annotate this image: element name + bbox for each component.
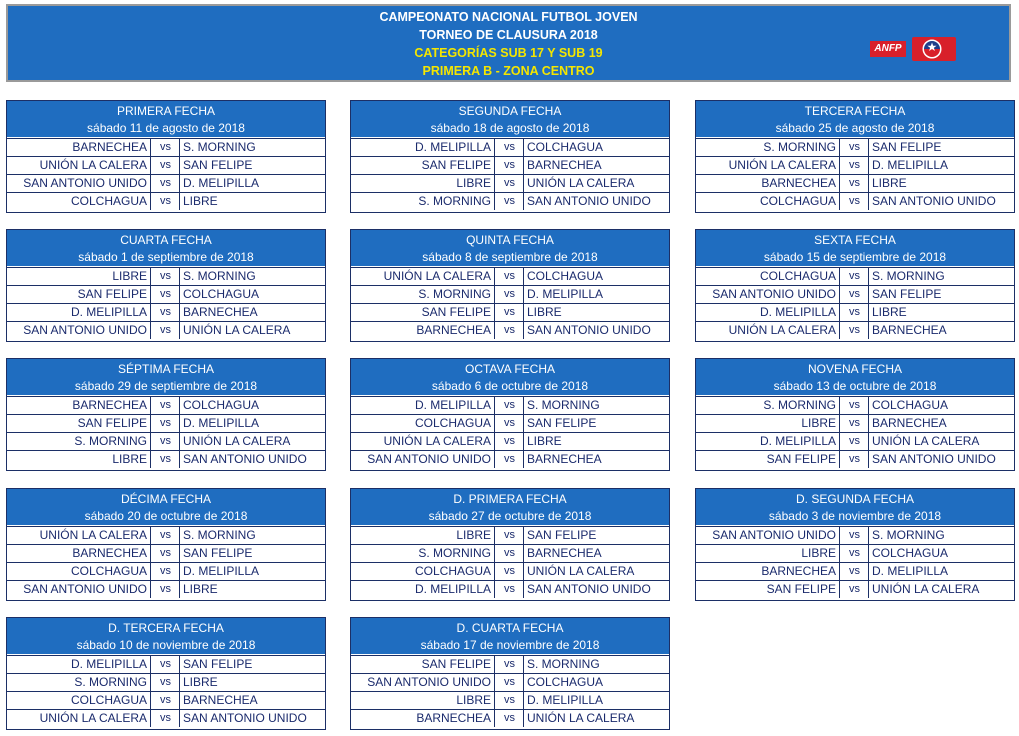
home-team: UNIÓN LA CALERA: [696, 322, 840, 339]
home-team: COLCHAGUA: [696, 193, 840, 210]
away-team: S. MORNING: [872, 269, 945, 283]
away-team: D. MELIPILLA: [183, 176, 260, 190]
vs-label: vs: [841, 563, 869, 580]
home-team: S. MORNING: [696, 139, 840, 156]
match-row: [351, 192, 669, 210]
match-row: [351, 138, 669, 156]
fecha-header: [351, 230, 669, 266]
away-team: SAN ANTONIO UNIDO: [527, 194, 651, 208]
vs-label: vs: [496, 563, 524, 580]
match-row: [351, 580, 669, 598]
home-team: D. MELIPILLA: [351, 397, 495, 414]
home-team: D. MELIPILLA: [7, 656, 151, 673]
home-team: UNIÓN LA CALERA: [7, 527, 151, 544]
away-team: COLCHAGUA: [872, 546, 949, 560]
vs-label: vs: [496, 268, 524, 285]
vs-label: vs: [841, 581, 869, 598]
vs-label: vs: [152, 415, 180, 432]
vs-label: vs: [841, 415, 869, 432]
fecha-block: [695, 229, 1015, 342]
vs-label: vs: [841, 451, 869, 468]
vs-label: vs: [152, 286, 180, 303]
match-row: [7, 432, 325, 450]
vs-label: vs: [841, 175, 869, 192]
home-team: COLCHAGUA: [7, 563, 151, 580]
fecha-date: sábado 11 de agosto de 2018: [87, 121, 245, 135]
match-row: [351, 450, 669, 468]
match-row: [7, 450, 325, 468]
match-row: [696, 303, 1014, 321]
home-team: S. MORNING: [7, 433, 151, 450]
fecha-title: NOVENA FECHA: [807, 362, 903, 376]
fecha-header: [351, 101, 669, 137]
home-team: LIBRE: [696, 545, 840, 562]
fecha-date: sábado 10 de noviembre de 2018: [76, 638, 256, 652]
away-team: D. MELIPILLA: [527, 693, 604, 707]
fecha-title: SEGUNDA FECHA: [458, 104, 562, 118]
home-team: BARNECHEA: [351, 710, 495, 727]
vs-label: vs: [496, 157, 524, 174]
match-row: [351, 655, 669, 673]
away-team: SAN FELIPE: [183, 657, 253, 671]
match-row: [7, 285, 325, 303]
fecha-title: TERCERA FECHA: [804, 104, 906, 118]
vs-label: vs: [152, 563, 180, 580]
fecha-block: [6, 100, 326, 213]
vs-label: vs: [152, 545, 180, 562]
match-row: [7, 655, 325, 673]
away-team: LIBRE: [527, 434, 562, 448]
fecha-title: D. PRIMERA FECHA: [453, 492, 567, 506]
vs-label: vs: [496, 286, 524, 303]
vs-label: vs: [152, 581, 180, 598]
match-row: [696, 414, 1014, 432]
vs-label: vs: [496, 139, 524, 156]
match-row: [696, 432, 1014, 450]
championship-title: CAMPEONATO NACIONAL FUTBOL JOVEN: [379, 10, 638, 24]
vs-label: vs: [152, 193, 180, 210]
vs-label: vs: [496, 304, 524, 321]
fecha-header: [696, 230, 1014, 266]
fecha-date: sábado 29 de septiembre de 2018: [74, 379, 258, 393]
away-team: UNIÓN LA CALERA: [183, 434, 291, 448]
vs-label: vs: [841, 397, 869, 414]
vs-label: vs: [841, 286, 869, 303]
home-team: SAN ANTONIO UNIDO: [351, 674, 495, 691]
fecha-date: sábado 20 de octubre de 2018: [84, 509, 248, 523]
away-team: UNIÓN LA CALERA: [872, 582, 980, 596]
away-team: BARNECHEA: [527, 546, 602, 560]
match-row: [7, 673, 325, 691]
fecha-block: [695, 488, 1015, 601]
match-row: [696, 321, 1014, 339]
match-row: [7, 544, 325, 562]
fecha-date: sábado 18 de agosto de 2018: [430, 121, 590, 135]
fecha-block: [6, 358, 326, 471]
away-team: SAN ANTONIO UNIDO: [183, 711, 307, 725]
match-row: [351, 691, 669, 709]
vs-label: vs: [496, 451, 524, 468]
away-team: BARNECHEA: [527, 452, 602, 466]
home-team: UNIÓN LA CALERA: [7, 710, 151, 727]
match-row: [7, 526, 325, 544]
fecha-title: D. TERCERA FECHA: [108, 621, 224, 635]
fecha-block: [350, 488, 670, 601]
away-team: BARNECHEA: [872, 323, 947, 337]
vs-label: vs: [496, 397, 524, 414]
home-team: SAN ANTONIO UNIDO: [7, 175, 151, 192]
fecha-block: [6, 617, 326, 730]
home-team: SAN ANTONIO UNIDO: [7, 322, 151, 339]
fecha-block: [695, 100, 1015, 213]
match-row: [351, 174, 669, 192]
fecha-title: CUARTA FECHA: [120, 233, 212, 247]
home-team: COLCHAGUA: [7, 692, 151, 709]
match-row: [7, 192, 325, 210]
fecha-title: OCTAVA FECHA: [464, 362, 555, 376]
away-team: S. MORNING: [183, 140, 256, 154]
anfp-logo: [870, 36, 960, 62]
away-team: SAN ANTONIO UNIDO: [183, 452, 307, 466]
match-row: [351, 267, 669, 285]
fecha-header: [351, 618, 669, 654]
away-team: S. MORNING: [183, 528, 256, 542]
away-team: COLCHAGUA: [527, 140, 604, 154]
away-team: D. MELIPILLA: [183, 564, 260, 578]
fecha-header: [351, 489, 669, 525]
fecha-block: [350, 229, 670, 342]
vs-label: vs: [152, 157, 180, 174]
away-team: D. MELIPILLA: [183, 416, 260, 430]
vs-label: vs: [496, 415, 524, 432]
match-row: [7, 138, 325, 156]
vs-label: vs: [841, 157, 869, 174]
away-team: SAN ANTONIO UNIDO: [527, 582, 651, 596]
fecha-block: [695, 358, 1015, 471]
fecha-date: sábado 25 de agosto de 2018: [775, 121, 935, 135]
away-team: S. MORNING: [872, 528, 945, 542]
home-team: BARNECHEA: [7, 545, 151, 562]
home-team: UNIÓN LA CALERA: [7, 157, 151, 174]
match-row: [7, 691, 325, 709]
vs-label: vs: [152, 451, 180, 468]
home-team: LIBRE: [351, 175, 495, 192]
vs-label: vs: [841, 545, 869, 562]
fecha-title: PRIMERA FECHA: [116, 104, 215, 118]
away-team: SAN ANTONIO UNIDO: [527, 323, 651, 337]
fecha-block: [6, 488, 326, 601]
away-team: UNIÓN LA CALERA: [872, 434, 980, 448]
fecha-header: [7, 230, 325, 266]
home-team: BARNECHEA: [7, 139, 151, 156]
fecha-block: [350, 358, 670, 471]
match-row: [696, 544, 1014, 562]
home-team: D. MELIPILLA: [351, 139, 495, 156]
match-row: [696, 580, 1014, 598]
away-team: SAN ANTONIO UNIDO: [872, 194, 996, 208]
vs-label: vs: [152, 397, 180, 414]
home-team: S. MORNING: [696, 397, 840, 414]
fecha-header: [696, 101, 1014, 137]
away-team: LIBRE: [183, 582, 218, 596]
home-team: BARNECHEA: [696, 175, 840, 192]
vs-label: vs: [841, 268, 869, 285]
match-row: [7, 709, 325, 727]
home-team: S. MORNING: [351, 193, 495, 210]
fecha-date: sábado 17 de noviembre de 2018: [420, 638, 600, 652]
away-team: LIBRE: [527, 305, 562, 319]
match-row: [7, 156, 325, 174]
vs-label: vs: [152, 656, 180, 673]
fecha-date: sábado 8 de septiembre de 2018: [422, 250, 598, 264]
fecha-date: sábado 27 de octubre de 2018: [428, 509, 592, 523]
match-row: [696, 396, 1014, 414]
away-team: D. MELIPILLA: [527, 287, 604, 301]
vs-label: vs: [152, 268, 180, 285]
home-team: COLCHAGUA: [351, 563, 495, 580]
match-row: [696, 267, 1014, 285]
home-team: S. MORNING: [7, 674, 151, 691]
fecha-block: [350, 100, 670, 213]
match-row: [696, 138, 1014, 156]
away-team: COLCHAGUA: [527, 675, 604, 689]
home-team: D. MELIPILLA: [351, 581, 495, 598]
home-team: SAN ANTONIO UNIDO: [351, 451, 495, 468]
vs-label: vs: [152, 710, 180, 727]
away-team: SAN FELIPE: [527, 528, 597, 542]
fecha-block: [350, 617, 670, 730]
vs-label: vs: [152, 527, 180, 544]
home-team: D. MELIPILLA: [696, 304, 840, 321]
home-team: D. MELIPILLA: [696, 433, 840, 450]
fecha-title: DÉCIMA FECHA: [120, 492, 211, 506]
vs-label: vs: [152, 175, 180, 192]
home-team: SAN FELIPE: [696, 451, 840, 468]
fecha-title: SEXTA FECHA: [814, 233, 896, 247]
away-team: UNIÓN LA CALERA: [527, 711, 635, 725]
categories-title: CATEGORÍAS SUB 17 Y SUB 19: [414, 46, 603, 60]
match-row: [351, 285, 669, 303]
match-row: [351, 156, 669, 174]
match-row: [696, 526, 1014, 544]
fecha-title: SÉPTIMA FECHA: [117, 362, 215, 376]
home-team: BARNECHEA: [7, 397, 151, 414]
home-team: SAN FELIPE: [351, 157, 495, 174]
home-team: UNIÓN LA CALERA: [351, 268, 495, 285]
vs-label: vs: [841, 139, 869, 156]
home-team: SAN FELIPE: [351, 304, 495, 321]
fecha-date: sábado 15 de septiembre de 2018: [763, 250, 947, 264]
fecha-date: sábado 1 de septiembre de 2018: [78, 250, 254, 264]
match-row: [696, 450, 1014, 468]
vs-label: vs: [496, 193, 524, 210]
away-team: SAN FELIPE: [183, 158, 253, 172]
home-team: D. MELIPILLA: [7, 304, 151, 321]
away-team: SAN ANTONIO UNIDO: [872, 452, 996, 466]
fecha-header: [7, 359, 325, 395]
away-team: D. MELIPILLA: [872, 564, 949, 578]
vs-label: vs: [841, 322, 869, 339]
home-team: SAN FELIPE: [351, 656, 495, 673]
match-row: [7, 414, 325, 432]
vs-label: vs: [496, 581, 524, 598]
fecha-title: D. SEGUNDA FECHA: [795, 492, 915, 506]
away-team: SAN FELIPE: [527, 416, 597, 430]
away-team: S. MORNING: [183, 269, 256, 283]
vs-label: vs: [152, 433, 180, 450]
fecha-date: sábado 6 de octubre de 2018: [431, 379, 589, 393]
away-team: S. MORNING: [527, 398, 600, 412]
away-team: UNIÓN LA CALERA: [527, 176, 635, 190]
fecha-header: [7, 101, 325, 137]
away-team: LIBRE: [872, 176, 907, 190]
header-banner: [6, 4, 1011, 82]
match-row: [7, 267, 325, 285]
home-team: LIBRE: [351, 692, 495, 709]
home-team: SAN FELIPE: [7, 415, 151, 432]
away-team: BARNECHEA: [527, 158, 602, 172]
vs-label: vs: [152, 692, 180, 709]
match-row: [351, 673, 669, 691]
fecha-header: [696, 359, 1014, 395]
match-row: [696, 285, 1014, 303]
home-team: UNIÓN LA CALERA: [351, 433, 495, 450]
away-team: COLCHAGUA: [527, 269, 604, 283]
home-team: COLCHAGUA: [696, 268, 840, 285]
home-team: BARNECHEA: [696, 563, 840, 580]
match-row: [696, 562, 1014, 580]
away-team: SAN FELIPE: [872, 140, 942, 154]
away-team: COLCHAGUA: [183, 398, 260, 412]
match-row: [351, 562, 669, 580]
home-team: COLCHAGUA: [7, 193, 151, 210]
fecha-header: [7, 489, 325, 525]
match-row: [351, 432, 669, 450]
match-row: [351, 303, 669, 321]
match-row: [696, 192, 1014, 210]
division-title: PRIMERA B - ZONA CENTRO: [422, 64, 595, 78]
home-team: LIBRE: [696, 415, 840, 432]
match-row: [7, 396, 325, 414]
home-team: SAN ANTONIO UNIDO: [696, 527, 840, 544]
away-team: LIBRE: [183, 675, 218, 689]
away-team: LIBRE: [183, 194, 218, 208]
vs-label: vs: [841, 304, 869, 321]
fecha-title: D. CUARTA FECHA: [456, 621, 564, 635]
match-row: [351, 414, 669, 432]
vs-label: vs: [841, 193, 869, 210]
vs-label: vs: [496, 545, 524, 562]
home-team: SAN FELIPE: [7, 286, 151, 303]
away-team: BARNECHEA: [183, 305, 258, 319]
away-team: BARNECHEA: [872, 416, 947, 430]
match-row: [7, 562, 325, 580]
home-team: LIBRE: [7, 451, 151, 468]
vs-label: vs: [496, 322, 524, 339]
vs-label: vs: [496, 692, 524, 709]
match-row: [351, 396, 669, 414]
away-team: COLCHAGUA: [872, 398, 949, 412]
vs-label: vs: [496, 656, 524, 673]
away-team: UNIÓN LA CALERA: [527, 564, 635, 578]
home-team: LIBRE: [351, 527, 495, 544]
home-team: SAN FELIPE: [696, 581, 840, 598]
anfp-wordmark: ANFP: [870, 41, 906, 57]
match-row: [7, 303, 325, 321]
match-row: [351, 709, 669, 727]
vs-label: vs: [152, 674, 180, 691]
home-team: S. MORNING: [351, 545, 495, 562]
fecha-date: sábado 3 de noviembre de 2018: [768, 509, 942, 523]
fecha-title: QUINTA FECHA: [466, 233, 554, 247]
fecha-header: [696, 489, 1014, 525]
away-team: COLCHAGUA: [183, 287, 260, 301]
federation-crest-icon: [910, 36, 958, 62]
match-row: [7, 174, 325, 192]
away-team: UNIÓN LA CALERA: [183, 323, 291, 337]
match-row: [351, 526, 669, 544]
home-team: UNIÓN LA CALERA: [696, 157, 840, 174]
match-row: [696, 156, 1014, 174]
home-team: BARNECHEA: [351, 322, 495, 339]
fecha-block: [6, 229, 326, 342]
match-row: [696, 174, 1014, 192]
home-team: S. MORNING: [351, 286, 495, 303]
vs-label: vs: [496, 527, 524, 544]
away-team: LIBRE: [872, 305, 907, 319]
tournament-title: TORNEO DE CLAUSURA 2018: [419, 28, 598, 42]
vs-label: vs: [152, 322, 180, 339]
match-row: [351, 321, 669, 339]
home-team: COLCHAGUA: [351, 415, 495, 432]
vs-label: vs: [152, 304, 180, 321]
vs-label: vs: [841, 433, 869, 450]
away-team: BARNECHEA: [183, 693, 258, 707]
away-team: D. MELIPILLA: [872, 158, 949, 172]
fecha-date: sábado 13 de octubre de 2018: [773, 379, 937, 393]
vs-label: vs: [152, 139, 180, 156]
fecha-header: [7, 618, 325, 654]
match-row: [7, 580, 325, 598]
match-row: [7, 321, 325, 339]
home-team: LIBRE: [7, 268, 151, 285]
vs-label: vs: [496, 433, 524, 450]
vs-label: vs: [496, 175, 524, 192]
away-team: S. MORNING: [527, 657, 600, 671]
vs-label: vs: [841, 527, 869, 544]
away-team: SAN FELIPE: [183, 546, 253, 560]
home-team: SAN ANTONIO UNIDO: [696, 286, 840, 303]
vs-label: vs: [496, 710, 524, 727]
away-team: SAN FELIPE: [872, 287, 942, 301]
vs-label: vs: [496, 674, 524, 691]
fecha-header: [351, 359, 669, 395]
home-team: SAN ANTONIO UNIDO: [7, 581, 151, 598]
match-row: [351, 544, 669, 562]
